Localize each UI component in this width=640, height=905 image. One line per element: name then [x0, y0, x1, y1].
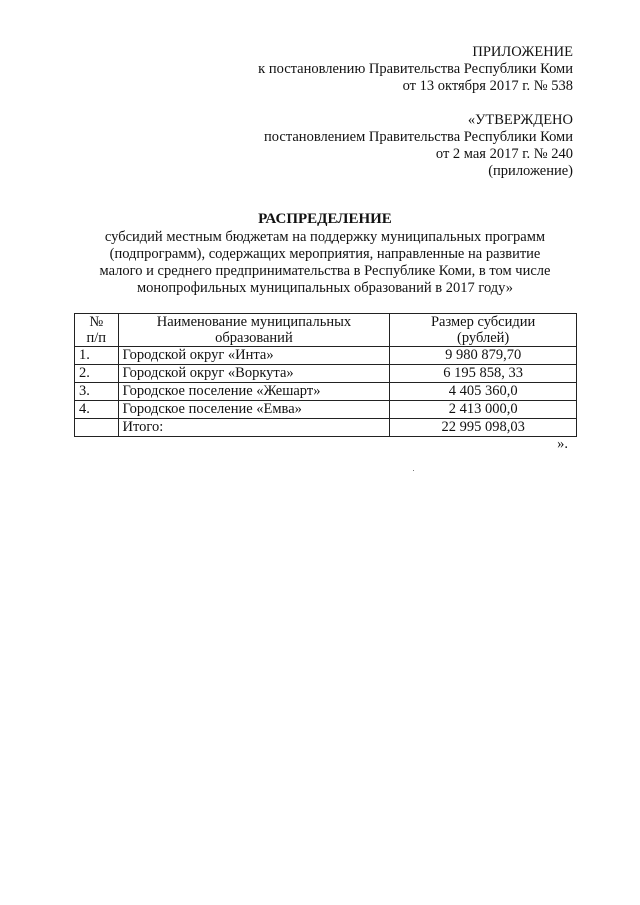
row-number: 3. — [75, 383, 119, 401]
row-amount: 6 195 858, 33 — [390, 365, 577, 383]
approved-header — [264, 112, 573, 180]
total-amount: 22 995 098,03 — [390, 419, 577, 437]
header-municipality-line2: образований — [215, 330, 293, 346]
subsidies-table — [74, 313, 577, 437]
header-municipality-line1: Наименование муниципальных — [156, 314, 352, 330]
approved-title: «УТВЕРЖДЕНО — [467, 112, 573, 128]
approved-resolution-date: от 2 мая 2017 г. № 240 — [435, 146, 573, 162]
header-municipality — [118, 314, 390, 347]
row-municipality: Городское поселение «Емва» — [118, 401, 390, 419]
appendix-header — [258, 44, 573, 95]
table-row — [75, 365, 577, 383]
table-row — [75, 347, 577, 365]
row-amount: 9 980 879,70 — [390, 347, 577, 365]
approved-resolution-ref: постановлением Правительства Республики Коми — [264, 129, 573, 145]
document-subtitle-line: субсидий местным бюджетам на поддержку муниципальных программ — [104, 229, 546, 245]
header-amount-line2: (рублей) — [457, 330, 510, 346]
total-number — [75, 419, 119, 437]
row-municipality: Городской округ «Инта» — [118, 347, 390, 365]
table-total-row — [75, 419, 577, 437]
table-row — [75, 383, 577, 401]
row-number: 4. — [75, 401, 119, 419]
row-municipality: Городское поселение «Жешарт» — [118, 383, 390, 401]
appendix-title: ПРИЛОЖЕНИЕ — [472, 44, 573, 60]
appendix-resolution-ref: к постановлению Правительства Республики Коми — [258, 61, 573, 77]
approved-note: (приложение) — [488, 163, 573, 179]
header-number-abbr: п/п — [86, 330, 107, 346]
document-subtitle-line: малого и среднего предпринимательства в Республике Коми, в том числе — [99, 263, 551, 279]
total-label: Итого: — [118, 419, 390, 437]
document-subtitle-line: (подпрограмм), содержащих мероприятия, направленные на развитие — [109, 246, 541, 262]
document-title: РАСПРЕДЕЛЕНИЕ — [258, 211, 392, 227]
closing-quote: ». — [557, 436, 568, 452]
row-number: 1. — [75, 347, 119, 365]
table-row — [75, 401, 577, 419]
row-number: 2. — [75, 365, 119, 383]
row-municipality: Городской округ «Воркута» — [118, 365, 390, 383]
appendix-resolution-date: от 13 октября 2017 г. № 538 — [402, 78, 573, 94]
document-subtitle-line: монопрофильных муниципальных образований в 2017 году» — [136, 280, 514, 296]
scan-speck — [413, 470, 414, 471]
row-amount: 2 413 000,0 — [390, 401, 577, 419]
table-header-row — [75, 314, 577, 347]
row-amount: 4 405 360,0 — [390, 383, 577, 401]
header-number — [75, 314, 119, 347]
header-amount-line1: Размер субсидии — [430, 314, 536, 330]
header-amount — [390, 314, 577, 347]
header-number-symbol: № — [89, 314, 104, 330]
document-title-block — [70, 211, 580, 297]
